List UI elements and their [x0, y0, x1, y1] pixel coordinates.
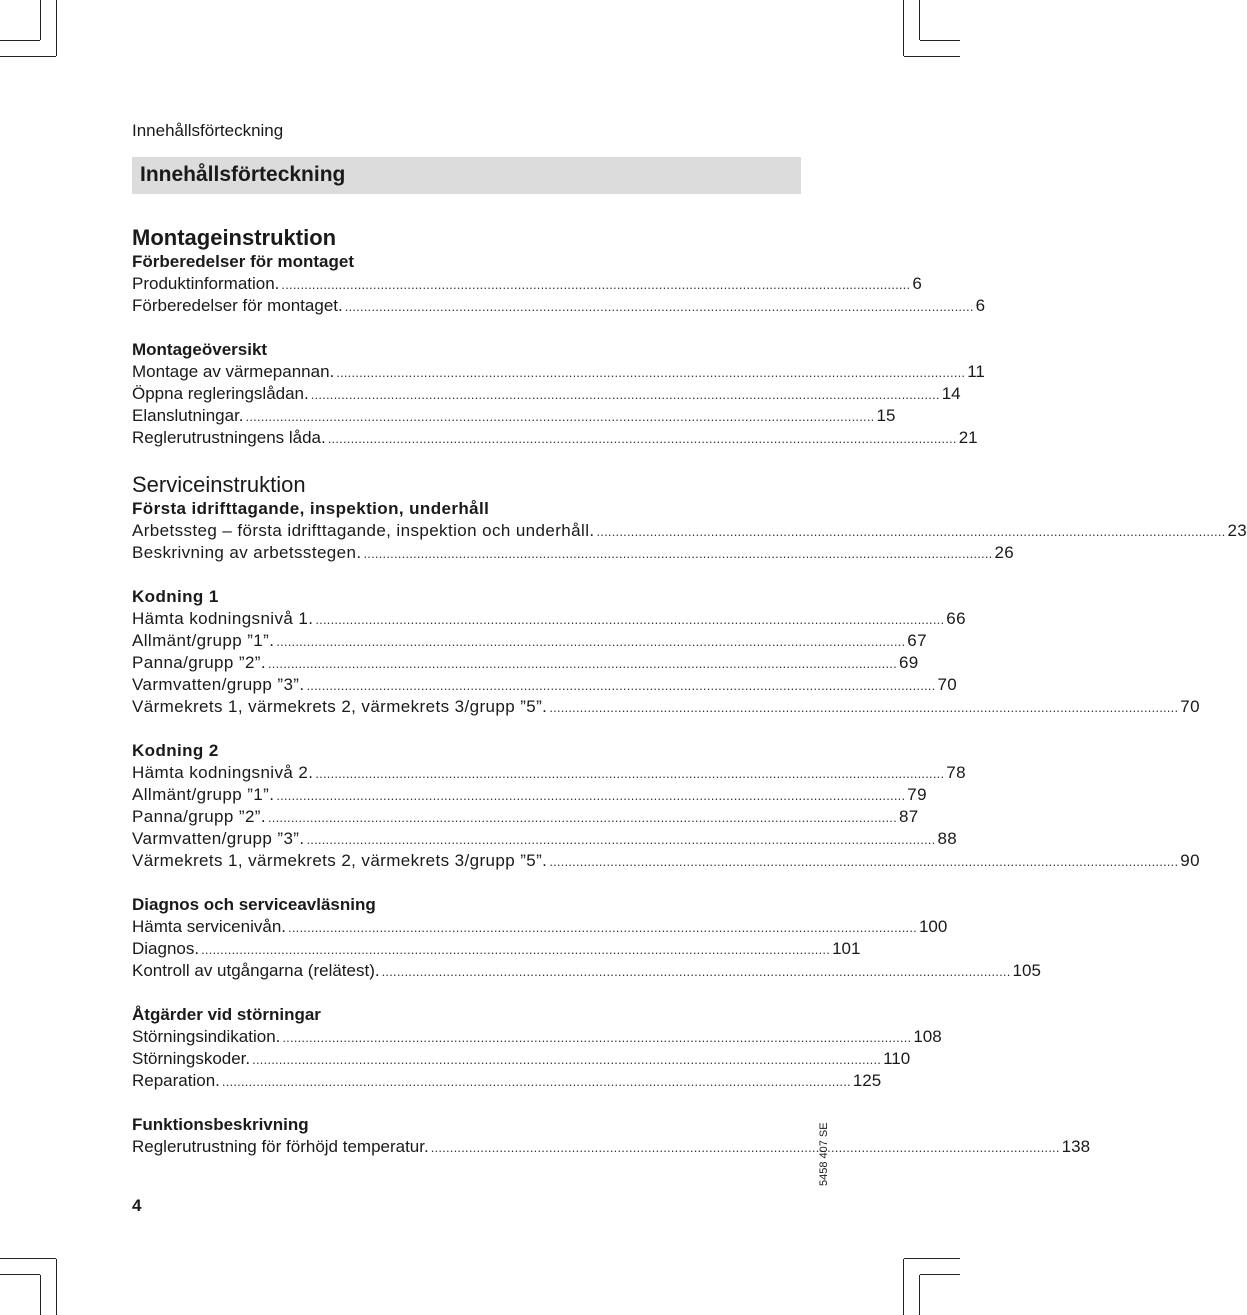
entry-label: Kontroll av utgångarna (relätest). — [132, 961, 380, 980]
dot-leader: ..................................................................................................................................................................... — [276, 788, 906, 803]
dot-leader: ..................................................................................................................................................................... — [221, 1074, 851, 1089]
toc-entry[interactable] — [132, 1070, 882, 1092]
entry-page: 6 — [912, 274, 922, 293]
entry-label: Störningskoder. — [132, 1049, 251, 1068]
dot-leader: ..................................................................................................................................................................... — [430, 1140, 1060, 1155]
toc-entry[interactable] — [132, 784, 927, 806]
entry-page: 15 — [876, 406, 896, 425]
dot-leader: ..................................................................................................................................................................... — [267, 656, 897, 671]
entry-label: Allmänt/grupp ”1”. — [132, 631, 275, 650]
entry-page: 6 — [975, 296, 986, 315]
toc-entry[interactable] — [132, 850, 1200, 872]
entry-label: Störningsindikation. — [132, 1027, 281, 1046]
title-bar — [132, 157, 801, 194]
dot-leader: ..................................................................................................................................................................... — [596, 524, 1226, 539]
dot-leader: ..................................................................................................................................................................... — [282, 1030, 912, 1045]
entry-page: 23 — [1227, 521, 1247, 540]
section-title: Kodning 1 — [132, 587, 219, 606]
entry-label: Varmvatten/grupp ”3”. — [132, 829, 305, 848]
section-montageoversikt — [132, 339, 985, 449]
entry-page: 11 — [967, 362, 985, 381]
entry-label: Hämta kodningsnivå 1. — [132, 609, 314, 628]
entry-label: Reglerutrustning för förhöjd temperatur. — [132, 1137, 429, 1156]
entry-page: 100 — [918, 917, 948, 936]
section-title: Diagnos och serviceavläsning — [132, 895, 376, 914]
toc-entry[interactable] — [132, 938, 861, 960]
entry-label: Värmekrets 1, värmekrets 2, värmekrets 3/grupp ”5”. — [132, 851, 548, 870]
dot-leader: ..................................................................................................................................................................... — [549, 854, 1179, 869]
dot-leader: ..................................................................................................................................................................... — [549, 700, 1179, 715]
entry-label: Reglerutrustningens låda. — [132, 428, 326, 447]
section-title: Funktionsbeskrivning — [132, 1115, 309, 1134]
section-title: Montageöversikt — [132, 340, 268, 359]
entry-label: Produktinformation. — [132, 274, 280, 293]
section-title: Kodning 2 — [132, 741, 219, 760]
entry-page: 26 — [994, 543, 1015, 562]
entry-label: Diagnos. — [132, 939, 200, 958]
toc-entry[interactable] — [132, 696, 1200, 718]
entry-page: 69 — [898, 653, 919, 672]
entry-page: 70 — [1180, 697, 1200, 716]
entry-page: 105 — [1012, 961, 1041, 980]
dot-leader: ..................................................................................................................................................................... — [363, 546, 993, 561]
entry-label: Förberedelser för montaget. — [132, 296, 343, 315]
toc-entry[interactable] — [132, 295, 986, 317]
toc-entry[interactable] — [132, 674, 958, 696]
toc-entry[interactable] — [132, 273, 922, 295]
entry-label: Varmvatten/grupp ”3”. — [132, 675, 305, 694]
dot-leader: ..................................................................................................................................................................... — [310, 387, 940, 402]
entry-page: 87 — [898, 807, 919, 826]
toc-entry[interactable] — [132, 960, 1041, 982]
section-diagnos — [132, 894, 1041, 982]
entry-label: Reparation. — [132, 1071, 220, 1090]
toc-entry[interactable] — [132, 405, 896, 427]
dot-leader: ..................................................................................................................................................................... — [306, 678, 936, 693]
entry-label: Allmänt/grupp ”1”. — [132, 785, 275, 804]
section-title: Åtgärder vid störningar — [132, 1005, 321, 1024]
entry-label: Montage av värmepannan. — [132, 362, 335, 381]
toc-entry[interactable] — [132, 361, 985, 383]
dot-leader: ..................................................................................................................................................................... — [276, 634, 906, 649]
section-title: Första idrifttagande, inspektion, underhåll — [132, 499, 490, 518]
entry-page: 70 — [937, 675, 958, 694]
part-title: Serviceinstruktion — [132, 472, 306, 497]
toc-entry[interactable] — [132, 828, 958, 850]
toc-entry[interactable] — [132, 542, 1015, 564]
toc-entry[interactable] — [132, 762, 967, 784]
toc-entry[interactable] — [132, 1048, 911, 1070]
toc-entry[interactable] — [132, 916, 948, 938]
toc-entry[interactable] — [132, 383, 961, 405]
dot-leader: ..................................................................................................................................................................... — [306, 832, 936, 847]
entry-page: 66 — [946, 609, 967, 628]
section-forberedelser — [132, 251, 986, 317]
part-montageinstruktion — [132, 224, 986, 449]
dot-leader: ..................................................................................................................................................................... — [201, 942, 831, 957]
entry-label: Beskrivning av arbetsstegen. — [132, 543, 362, 562]
entry-page: 110 — [883, 1049, 911, 1068]
toc-entry[interactable] — [132, 1136, 1091, 1158]
entry-page: 108 — [913, 1027, 942, 1046]
entry-page: 21 — [958, 428, 978, 447]
toc-entry[interactable] — [132, 427, 978, 449]
entry-label: Hämta servicenivån. — [132, 917, 287, 936]
entry-label: Värmekrets 1, värmekrets 2, värmekrets 3/grupp ”5”. — [132, 697, 548, 716]
entry-page: 67 — [907, 631, 927, 650]
dot-leader: ..................................................................................................................................................................... — [252, 1052, 882, 1067]
dot-leader: ..................................................................................................................................................................... — [327, 431, 957, 446]
toc-entry[interactable] — [132, 806, 919, 828]
page-number: 4 — [132, 1196, 142, 1215]
toc-entry[interactable] — [132, 652, 919, 674]
entry-label: Panna/grupp ”2”. — [132, 807, 266, 826]
entry-page: 138 — [1061, 1137, 1091, 1156]
running-header: Innehållsförteckning — [132, 121, 284, 140]
dot-leader: ..................................................................................................................................................................... — [344, 299, 974, 314]
dot-leader: ..................................................................................................................................................................... — [381, 964, 1011, 979]
dot-leader: ..................................................................................................................................................................... — [336, 365, 966, 380]
toc-entry[interactable] — [132, 1026, 942, 1048]
dot-leader: ..................................................................................................................................................................... — [245, 409, 875, 424]
entry-page: 88 — [937, 829, 958, 848]
toc-entry[interactable] — [132, 520, 1247, 542]
dot-leader: ..................................................................................................................................................................... — [267, 810, 897, 825]
dot-leader: ..................................................................................................................................................................... — [315, 612, 945, 627]
entry-label: Hämta kodningsnivå 2. — [132, 763, 314, 782]
section-title: Förberedelser för montaget — [132, 252, 354, 271]
entry-page: 14 — [941, 384, 961, 403]
entry-label: Panna/grupp ”2”. — [132, 653, 266, 672]
section-kodning-1 — [132, 586, 1200, 718]
toc-entry[interactable] — [132, 608, 967, 630]
entry-page: 101 — [832, 939, 861, 958]
section-atgarder — [132, 1004, 942, 1092]
entry-page: 125 — [852, 1071, 882, 1090]
section-forsta-idrifttagande — [132, 498, 1247, 564]
entry-label: Öppna regleringslådan. — [132, 384, 309, 403]
section-kodning-2 — [132, 740, 1200, 872]
entry-label: Elanslutningar. — [132, 406, 244, 425]
document-number: 5458 407 SE — [818, 1122, 830, 1186]
dot-leader: ..................................................................................................................................................................... — [281, 277, 911, 292]
toc-entry[interactable] — [132, 630, 927, 652]
entry-page: 90 — [1180, 851, 1200, 870]
entry-page: 79 — [907, 785, 927, 804]
page-title: Innehållsförteckning — [140, 163, 346, 186]
entry-label: Arbetssteg – första idrifttagande, inspektion och underhåll. — [132, 521, 595, 540]
dot-leader: ..................................................................................................................................................................... — [315, 766, 945, 781]
entry-page: 78 — [946, 763, 967, 782]
dot-leader: ..................................................................................................................................................................... — [288, 920, 917, 935]
part-title: Montageinstruktion — [132, 225, 337, 250]
